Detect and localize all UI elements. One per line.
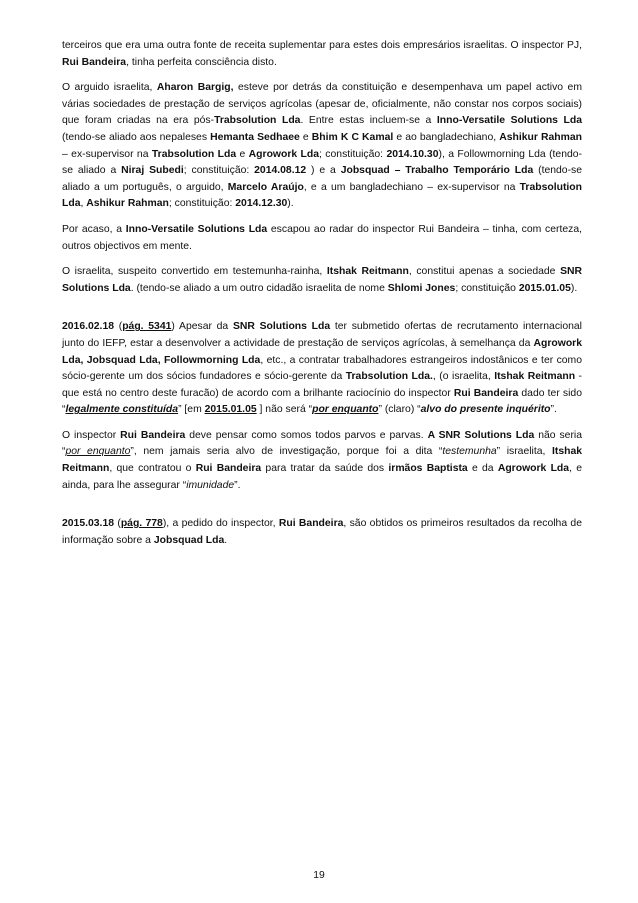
text-run: A SNR Solutions Lda: [427, 429, 535, 441]
text-run: ).: [287, 198, 294, 210]
text-run: pág. 5341: [122, 321, 172, 333]
text-run: (: [114, 518, 121, 530]
text-run: e: [236, 148, 249, 160]
text-run: (tendo-se aliado aos nepaleses: [62, 131, 211, 143]
text-run: , que contratou o: [109, 463, 196, 475]
text-run: 2015.01.05: [204, 404, 257, 416]
text-run: Rui Bandeira: [120, 429, 186, 441]
text-run: escapou ao radar do inspector Rui Bandeira – tinha, com certeza, outros objectivos em mente.: [62, 223, 582, 252]
text-run: Trabsolution Lda: [151, 148, 237, 160]
text-run: - que está no centro deste furacão) de acordo com a brilhante raciocínio do inspector: [62, 371, 582, 399]
text-run: 2016.02.18: [62, 321, 115, 333]
text-run: ”.: [550, 404, 557, 416]
text-run: esteve por detrás da constituição e desempenhava um papel activo em várias sociedades de prestação de serviços agrícolas (apesar de, oficialmente, não constar nos corpos sociais) que foram criadas na era pós-: [62, 82, 582, 127]
text-run: Bhim K C Kamal: [311, 131, 394, 143]
text-run: testemunha: [442, 446, 497, 458]
text-run: 2014.08.12: [254, 165, 307, 177]
text-run: . Entre estas incluem-se a: [300, 115, 437, 127]
paragraph-1: [62, 38, 582, 71]
text-run: Aharon Bargig,: [156, 82, 234, 94]
text-run: Por acaso, a: [62, 223, 126, 235]
text-run: ” [em: [178, 404, 205, 416]
text-run: e da: [467, 463, 498, 475]
text-run: Itshak Reitmann: [326, 266, 409, 278]
text-run: Jobsquad Lda: [153, 534, 225, 546]
text-run: Hemanta Sedhaee: [210, 131, 300, 143]
text-run: , (o israelita,: [432, 371, 495, 383]
text-run: , e a um bangladechiano – ex-supervisor na: [303, 181, 520, 193]
text-run: O inspector: [62, 429, 121, 441]
text-run: Rui Bandeira: [62, 56, 127, 68]
text-run: 2015.03.18: [62, 518, 115, 530]
text-run: ), a Followmorning Lda (tendo-se aliado a: [62, 148, 582, 177]
text-run: Rui Bandeira: [195, 463, 262, 475]
text-run: ] não será “: [256, 404, 313, 416]
text-run: ; constituição:: [319, 148, 387, 160]
text-run: e ao bangladechiano,: [393, 131, 500, 143]
text-run: Trabsolution Lda: [214, 115, 301, 127]
text-run: irmãos Baptista: [388, 463, 468, 475]
text-run: ) e a: [306, 165, 341, 177]
document-body: [62, 38, 582, 558]
text-run: por enquanto: [312, 404, 379, 416]
text-run: Ashikur Rahman: [499, 131, 582, 143]
text-run: Niraj Subedi: [121, 165, 184, 177]
text-run: ; constituição:: [183, 165, 255, 177]
text-run: . (tendo-se aliado a um outro cidadão israelita de nome: [130, 282, 388, 294]
text-run: deve pensar como somos todos parvos e parvas.: [185, 429, 428, 441]
paragraph-3: [62, 222, 582, 255]
text-run: Agrowork Lda: [497, 463, 570, 475]
text-run: ) Apesar da: [171, 321, 233, 333]
text-run: alvo do presente inquérito: [420, 404, 551, 416]
text-run: , tinha perfeita consciência disto.: [126, 56, 277, 68]
text-run: ,: [80, 198, 87, 210]
text-run: por enquanto: [65, 446, 131, 458]
text-run: Rui Bandeira: [278, 518, 344, 530]
paragraph-6: [62, 428, 582, 494]
text-run: Itshak Reitmann: [494, 371, 576, 383]
text-run: e: [299, 131, 312, 143]
paragraph-2: [62, 80, 582, 213]
text-run: ; constituição: [455, 282, 519, 294]
text-run: Rui Bandeira: [453, 387, 519, 399]
text-run: pág. 778: [120, 518, 163, 530]
page-number: 19: [313, 870, 325, 881]
text-run: O arguido israelita,: [62, 82, 157, 94]
text-run: Ashikur Rahman: [86, 198, 169, 210]
text-run: ), a pedido do inspector,: [162, 518, 279, 530]
text-run: Agrowork Lda: [248, 148, 320, 160]
text-run: ; constituição:: [168, 198, 236, 210]
text-run: , são obtidos os primeiros resultados da recolha de informação sobre a: [62, 518, 582, 546]
text-run: .: [224, 534, 228, 546]
text-run: , etc., a contratar trabalhadores estrangeiros indostânicos e ter como sócio-gerente um dos sócios fundadores e sócio-gerente da: [62, 354, 582, 383]
text-run: ).: [570, 282, 578, 294]
text-run: terceiros que era uma outra fonte de receita suplementar para estes dois empresários israelitas. O inspector PJ,: [62, 40, 582, 51]
text-run: , constitui apenas a sociedade: [408, 266, 561, 278]
text-run: ”.: [234, 479, 241, 491]
text-run: Agrowork Lda, Jobsquad Lda, Followmorning Lda: [62, 337, 582, 366]
text-run: Trabsolution Lda: [62, 181, 582, 210]
text-run: Trabsolution Lda.: [345, 371, 433, 383]
paragraph-5: [62, 319, 582, 419]
text-run: – ex-supervisor na: [62, 148, 152, 160]
text-run: , e ainda, para lhe assegurar “: [62, 463, 582, 491]
text-run: Inno-Versatile Solutions Lda: [125, 223, 268, 235]
text-run: O israelita, suspeito convertido em testemunha-rainha,: [62, 266, 327, 278]
text-run: não seria “: [62, 429, 582, 458]
text-run: SNR Solutions Lda: [62, 266, 583, 294]
text-run: ” (claro) “: [378, 404, 421, 416]
text-run: legalmente constituída: [65, 404, 179, 416]
text-run: ” israelita,: [496, 446, 552, 458]
text-run: (tendo-se aliado a um português, o arguido,: [62, 165, 583, 193]
paragraph-7: [62, 516, 582, 549]
paragraph-4: [62, 264, 582, 297]
text-run: (: [114, 321, 123, 333]
text-run: 2014.10.30: [386, 148, 439, 160]
text-run: dado ter sido “: [62, 387, 582, 416]
text-run: imunidade: [186, 479, 235, 491]
text-run: 2015.01.05: [518, 282, 571, 294]
text-run: Shlomi Jones: [387, 282, 456, 294]
text-run: ”, nem jamais seria alvo de investigação, porque foi a dita “: [130, 446, 443, 458]
text-run: ter submetido ofertas de recrutamento internacional junto do IEFP, estar a desenvolver a actividade de prestação de serviços agrícolas, à semelhança da: [62, 321, 582, 349]
text-run: para tratar da saúde dos: [261, 463, 389, 475]
text-run: Marcelo Araújo: [227, 181, 304, 193]
text-run: 2014.12.30: [235, 198, 288, 210]
text-run: Itshak Reitmann: [62, 446, 582, 475]
text-run: Jobsquad – Trabalho Temporário Lda: [340, 165, 534, 177]
text-run: SNR Solutions Lda: [232, 321, 331, 333]
text-run: Inno-Versatile Solutions Lda: [436, 115, 582, 127]
